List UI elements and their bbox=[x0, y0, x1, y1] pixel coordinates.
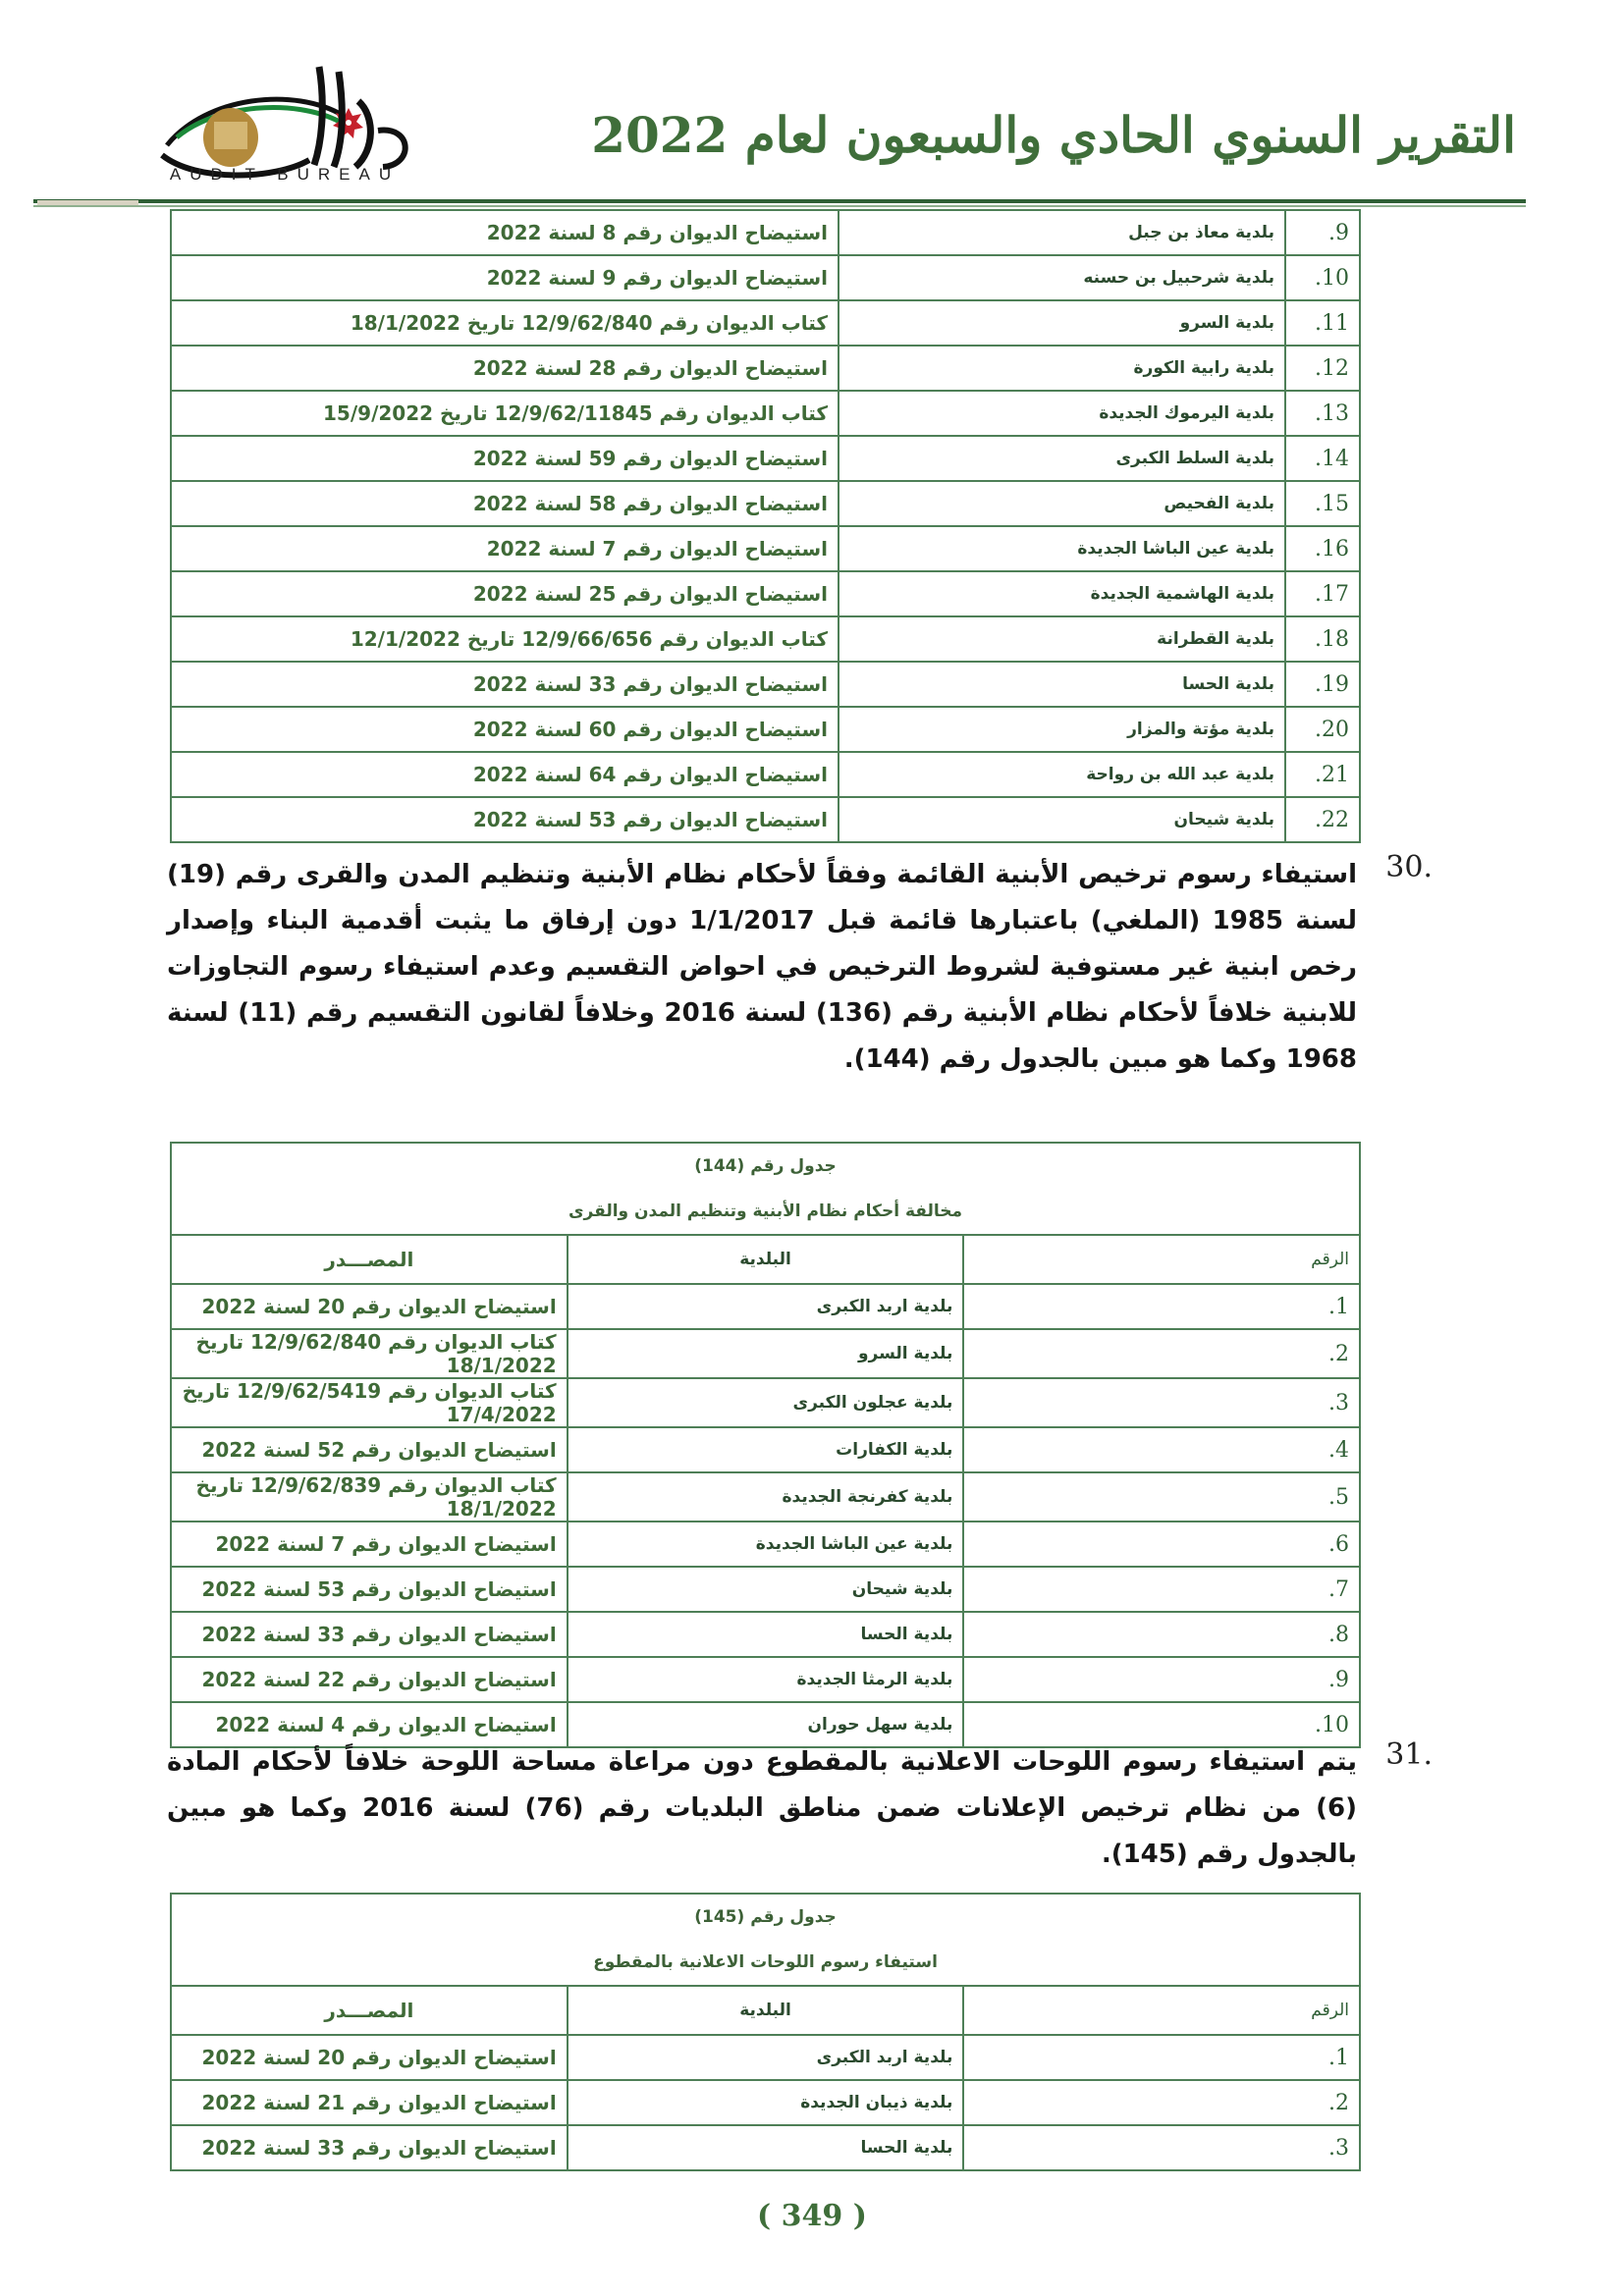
table-145-title bbox=[171, 1894, 1360, 1986]
row-municipality: بلدية عبد الله بن رواحة bbox=[839, 752, 1285, 797]
row-number: 9. bbox=[963, 1657, 1360, 1702]
table-row bbox=[171, 481, 1360, 526]
row-municipality: بلدية اربد الكبرى bbox=[568, 1284, 964, 1329]
logo-caption: AUDIT BUREAU bbox=[169, 165, 401, 184]
table-145 bbox=[170, 1893, 1361, 2171]
row-municipality: بلدية شيحان bbox=[568, 1567, 964, 1612]
row-number: 12. bbox=[1285, 346, 1360, 391]
report-title: التقرير السنوي الحادي والسبعون لعام 2022 bbox=[591, 106, 1516, 164]
row-number: 5. bbox=[963, 1472, 1360, 1522]
header-rule bbox=[33, 199, 1526, 203]
row-municipality: بلدية الكفارات bbox=[568, 1427, 964, 1472]
table-row bbox=[171, 210, 1360, 255]
table-row bbox=[171, 300, 1360, 346]
row-municipality: بلدية رابية الكورة bbox=[839, 346, 1285, 391]
row-source: استيضاح الديوان رقم 53 لسنة 2022 bbox=[171, 1567, 568, 1612]
row-municipality: بلدية الحسا bbox=[839, 662, 1285, 707]
table-row bbox=[171, 616, 1360, 662]
table-row bbox=[171, 571, 1360, 616]
table-144-subtitle: مخالفة أحكام نظام الأبنية وتنظيم المدن والقرى bbox=[568, 1201, 963, 1221]
row-source: استيضاح الديوان رقم 20 لسنة 2022 bbox=[171, 1284, 568, 1329]
row-number: 19. bbox=[1285, 662, 1360, 707]
row-source: استيضاح الديوان رقم 33 لسنة 2022 bbox=[171, 1612, 568, 1657]
row-number: 3. bbox=[963, 1378, 1360, 1427]
column-header-number: الرقم bbox=[963, 1235, 1360, 1284]
table-144-caption: جدول رقم (144) bbox=[694, 1156, 837, 1176]
row-number: 2. bbox=[963, 2080, 1360, 2125]
row-source: استيضاح الديوان رقم 22 لسنة 2022 bbox=[171, 1657, 568, 1702]
table-row bbox=[171, 1522, 1360, 1567]
row-municipality: بلدية شيحان bbox=[839, 797, 1285, 842]
row-municipality: بلدية الرمثا الجديدة bbox=[568, 1657, 964, 1702]
paragraph-31-number: 31. bbox=[1385, 1737, 1433, 1772]
table-145-subtitle: استيفاء رسوم اللوحات الاعلانية بالمقطوع bbox=[593, 1952, 938, 1972]
row-number: 15. bbox=[1285, 481, 1360, 526]
table-row bbox=[171, 2080, 1360, 2125]
row-source: استيضاح الديوان رقم 64 لسنة 2022 bbox=[171, 752, 839, 797]
table-row bbox=[171, 1472, 1360, 1522]
row-municipality: بلدية السرو bbox=[568, 1329, 964, 1378]
row-number: 4. bbox=[963, 1427, 1360, 1472]
table-row bbox=[171, 752, 1360, 797]
row-number: 10. bbox=[963, 1702, 1360, 1747]
row-number: 3. bbox=[963, 2125, 1360, 2170]
table-145-caption: جدول رقم (145) bbox=[694, 1907, 837, 1927]
table-row bbox=[171, 255, 1360, 300]
row-number: 8. bbox=[963, 1612, 1360, 1657]
column-header-source: المصـــدر bbox=[171, 1986, 568, 2035]
table-row bbox=[171, 1612, 1360, 1657]
row-source: كتاب الديوان رقم 12/9/62/11845 تاريخ 15/9/2022 bbox=[171, 391, 839, 436]
row-number: 21. bbox=[1285, 752, 1360, 797]
row-municipality: بلدية اربد الكبرى bbox=[568, 2035, 964, 2080]
row-source: استيضاح الديوان رقم 7 لسنة 2022 bbox=[171, 1522, 568, 1567]
row-number: 2. bbox=[963, 1329, 1360, 1378]
row-municipality: بلدية مؤتة والمزار bbox=[839, 707, 1285, 752]
row-source: استيضاح الديوان رقم 53 لسنة 2022 bbox=[171, 797, 839, 842]
row-source: كتاب الديوان رقم 12/9/66/656 تاريخ 12/1/2022 bbox=[171, 616, 839, 662]
row-number: 1. bbox=[963, 2035, 1360, 2080]
row-source: استيضاح الديوان رقم 9 لسنة 2022 bbox=[171, 255, 839, 300]
row-source: استيضاح الديوان رقم 28 لسنة 2022 bbox=[171, 346, 839, 391]
paragraph-30-text: استيفاء رسوم ترخيص الأبنية القائمة وفقاً لأحكام نظام الأبنية وتنظيم المدن والقرى رقم (19) لسنة 1985 (الملغي) باعتبارها قائمة قبل 1/1/2017 دون إرفاق ما يثبت أقدمية البناء وإصدار رخص ابنية غير مستوفية لشروط الترخيص في احواض التقسيم وعدم استيفاء رسوم التجاوزات للابنية خلافاً لأحكام نظام الأبنية رقم (136) لسنة 2016 وخلافاً لقانون التقسيم رقم (11) لسنة 1968 وكما هو مبين بالجدول رقم (144). bbox=[167, 860, 1358, 1074]
row-number: 17. bbox=[1285, 571, 1360, 616]
row-municipality: بلدية الهاشمية الجديدة bbox=[839, 571, 1285, 616]
row-source: كتاب الديوان رقم 12/9/62/840 تاريخ 18/1/2022 bbox=[171, 1329, 568, 1378]
row-municipality: بلدية كفرنجة الجديدة bbox=[568, 1472, 964, 1522]
table-row bbox=[171, 797, 1360, 842]
row-municipality: بلدية القطرانة bbox=[839, 616, 1285, 662]
row-source: استيضاح الديوان رقم 7 لسنة 2022 bbox=[171, 526, 839, 571]
table-144 bbox=[170, 1142, 1361, 1748]
table-row bbox=[171, 2125, 1360, 2170]
row-municipality: بلدية الفحيص bbox=[839, 481, 1285, 526]
row-source: استيضاح الديوان رقم 33 لسنة 2022 bbox=[171, 662, 839, 707]
table-row bbox=[171, 1329, 1360, 1378]
row-number: 13. bbox=[1285, 391, 1360, 436]
table-row bbox=[171, 436, 1360, 481]
row-number: 6. bbox=[963, 1522, 1360, 1567]
row-municipality: بلدية اليرموك الجديدة bbox=[839, 391, 1285, 436]
row-source: استيضاح الديوان رقم 33 لسنة 2022 bbox=[171, 2125, 568, 2170]
table-row bbox=[171, 662, 1360, 707]
row-municipality: بلدية السرو bbox=[839, 300, 1285, 346]
row-source: استيضاح الديوان رقم 25 لسنة 2022 bbox=[171, 571, 839, 616]
column-header-municipality: البلدية bbox=[568, 1986, 964, 2035]
table-row bbox=[171, 1567, 1360, 1612]
table-143-continued bbox=[170, 209, 1361, 843]
row-number: 14. bbox=[1285, 436, 1360, 481]
paragraph-31-text: يتم استيفاء رسوم اللوحات الاعلانية بالمقطوع دون مراعاة مساحة اللوحة خلافاً لأحكام المادة (6) من نظام ترخيص الإعلانات ضمن مناطق البلديات رقم (76) لسنة 2016 وكما هو مبين بالجدول رقم (145). bbox=[167, 1747, 1358, 1869]
row-number: 7. bbox=[963, 1567, 1360, 1612]
row-municipality: بلدية عين الباشا الجديدة bbox=[839, 526, 1285, 571]
table-row bbox=[171, 526, 1360, 571]
row-number: 20. bbox=[1285, 707, 1360, 752]
row-source: كتاب الديوان رقم 12/9/62/840 تاريخ 18/1/2022 bbox=[171, 300, 839, 346]
page-number: ( 349 ) bbox=[757, 2199, 867, 2233]
row-source: استيضاح الديوان رقم 60 لسنة 2022 bbox=[171, 707, 839, 752]
row-number: 9. bbox=[1285, 210, 1360, 255]
row-number: 16. bbox=[1285, 526, 1360, 571]
row-number: 22. bbox=[1285, 797, 1360, 842]
paragraph-30-number: 30. bbox=[1385, 850, 1433, 884]
row-municipality: بلدية معاذ بن جبل bbox=[839, 210, 1285, 255]
row-source: استيضاح الديوان رقم 8 لسنة 2022 bbox=[171, 210, 839, 255]
table-row bbox=[171, 346, 1360, 391]
table-row bbox=[171, 2035, 1360, 2080]
table-row bbox=[171, 1657, 1360, 1702]
row-municipality: بلدية عجلون الكبرى bbox=[568, 1378, 964, 1427]
row-municipality: بلدية الحسا bbox=[568, 2125, 964, 2170]
table-row bbox=[171, 391, 1360, 436]
row-source: استيضاح الديوان رقم 58 لسنة 2022 bbox=[171, 481, 839, 526]
row-municipality: بلدية ذيبان الجديدة bbox=[568, 2080, 964, 2125]
column-header-source: المصـــدر bbox=[171, 1235, 568, 1284]
header-rule-thin bbox=[33, 205, 1526, 207]
row-municipality: بلدية شرحبيل بن حسنه bbox=[839, 255, 1285, 300]
column-header-number: الرقم bbox=[963, 1986, 1360, 2035]
row-municipality: بلدية الحسا bbox=[568, 1612, 964, 1657]
row-municipality: بلدية السلط الكبرى bbox=[839, 436, 1285, 481]
row-number: 18. bbox=[1285, 616, 1360, 662]
row-source: استيضاح الديوان رقم 59 لسنة 2022 bbox=[171, 436, 839, 481]
table-row bbox=[171, 1427, 1360, 1472]
row-source: كتاب الديوان رقم 12/9/62/839 تاريخ 18/1/2022 bbox=[171, 1472, 568, 1522]
page-header bbox=[0, 0, 1624, 206]
row-source: استيضاح الديوان رقم 4 لسنة 2022 bbox=[171, 1702, 568, 1747]
table-144-title bbox=[171, 1143, 1360, 1235]
row-source: استيضاح الديوان رقم 20 لسنة 2022 bbox=[171, 2035, 568, 2080]
row-source: كتاب الديوان رقم 12/9/62/5419 تاريخ 17/4/2022 bbox=[171, 1378, 568, 1427]
row-number: 10. bbox=[1285, 255, 1360, 300]
row-municipality: بلدية عين الباشا الجديدة bbox=[568, 1522, 964, 1567]
table-row bbox=[171, 707, 1360, 752]
row-source: استيضاح الديوان رقم 52 لسنة 2022 bbox=[171, 1427, 568, 1472]
table-row bbox=[171, 1284, 1360, 1329]
row-number: 1. bbox=[963, 1284, 1360, 1329]
row-number: 11. bbox=[1285, 300, 1360, 346]
table-row bbox=[171, 1378, 1360, 1427]
row-municipality: بلدية سهل حوران bbox=[568, 1702, 964, 1747]
column-header-municipality: البلدية bbox=[568, 1235, 964, 1284]
row-source: استيضاح الديوان رقم 21 لسنة 2022 bbox=[171, 2080, 568, 2125]
